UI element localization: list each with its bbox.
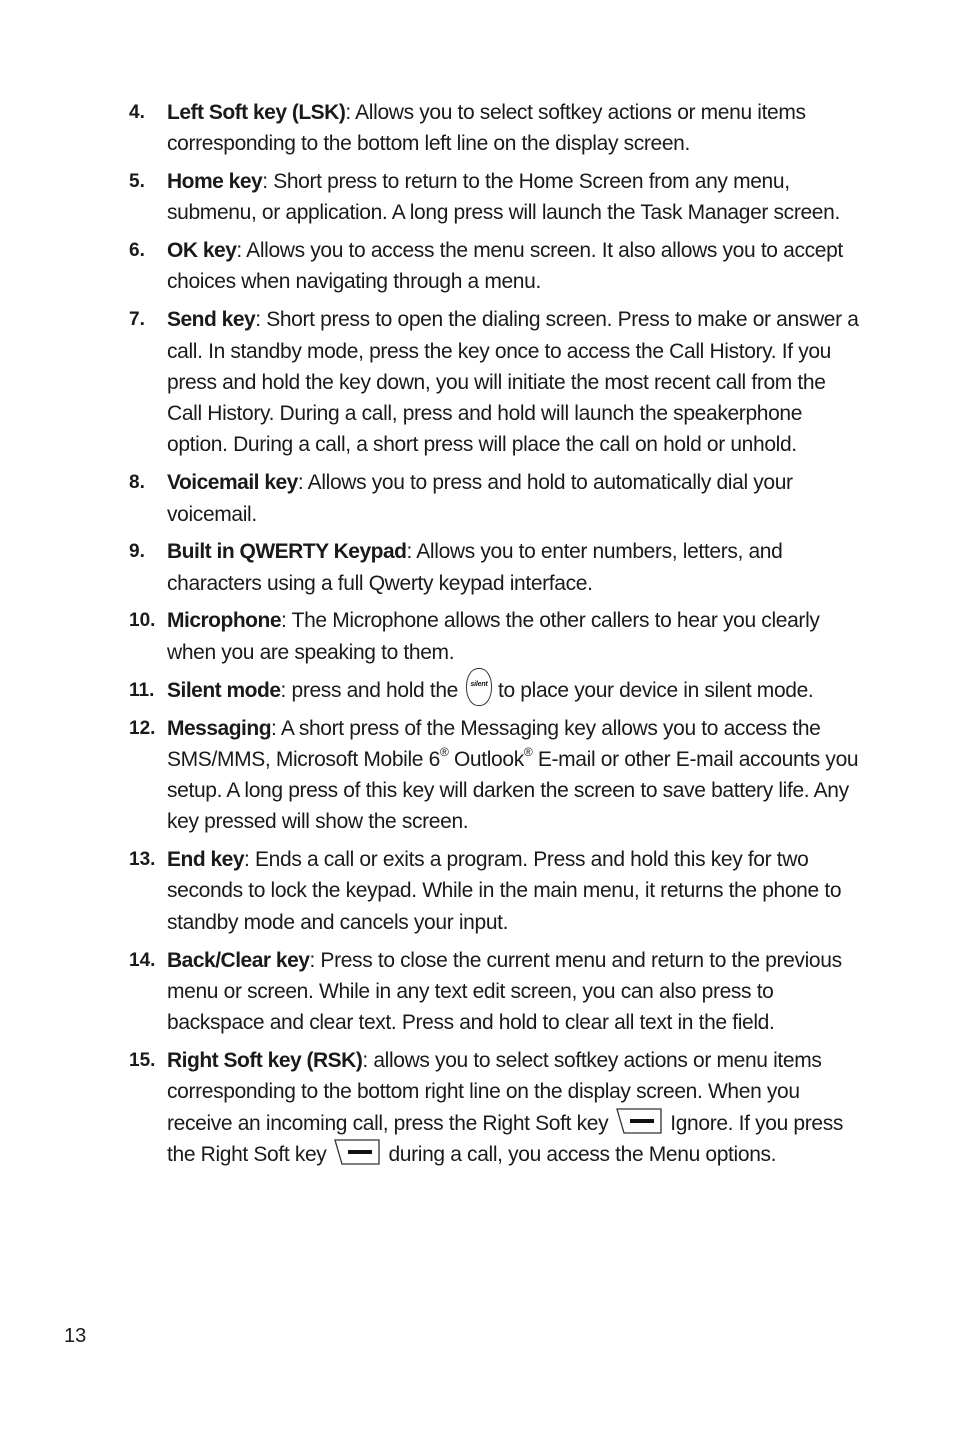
item-text: : Ends a call or exits a program. Press and hold this key for two seconds to lock the keypad. While in the main menu, it returns the phone to standby mode and cancels your input. bbox=[167, 848, 842, 934]
item-number: 9. bbox=[129, 541, 145, 563]
item-text: : Press to close the current menu and return to the previous menu or screen. While in any text edit screen, you can also press to backspace and clear text. Press and hold to clear all text in the field. bbox=[167, 948, 842, 1035]
item-text: : A short press of the Messaging key allows you to access the SMS/MMS, Microsoft Mobile 6 bbox=[167, 716, 821, 771]
list-item bbox=[129, 605, 859, 668]
item-text: : Allows you to select softkey actions or menu items corresponding to the bottom left line on the display screen. bbox=[167, 101, 806, 156]
item-body bbox=[167, 304, 859, 460]
item-number: 15. bbox=[129, 1049, 156, 1071]
list-item bbox=[129, 713, 859, 838]
list-item bbox=[129, 844, 859, 938]
item-text: during a call, you access the Menu options. bbox=[388, 1142, 777, 1166]
list-item bbox=[129, 1045, 859, 1170]
item-number: 13. bbox=[129, 849, 156, 871]
list-item bbox=[129, 97, 859, 160]
item-number: 14. bbox=[129, 949, 156, 971]
list-item bbox=[129, 467, 859, 530]
item-term: Back/Clear key bbox=[167, 948, 310, 972]
item-body bbox=[167, 713, 859, 838]
item-term: Voicemail key bbox=[167, 471, 298, 495]
right-soft-key-icon bbox=[616, 1108, 662, 1134]
item-number: 4. bbox=[129, 102, 145, 123]
item-number: 5. bbox=[129, 171, 145, 193]
item-body bbox=[167, 166, 859, 229]
item-text: : Allows you to press and hold to automatically dial your voicemail. bbox=[167, 471, 793, 526]
list-item bbox=[129, 304, 859, 460]
item-term: End key bbox=[167, 848, 245, 872]
item-term: Messaging bbox=[167, 716, 272, 740]
item-text: E-mail or other E-mail accounts you setup. A long press of this key will darken the screen to save battery life. Any key pressed will show the screen. bbox=[167, 747, 859, 834]
item-term: Left Soft key (LSK) bbox=[167, 101, 346, 124]
item-body bbox=[167, 97, 859, 160]
item-text: to place your device in silent mode. bbox=[498, 678, 814, 702]
item-term: Microphone bbox=[167, 609, 281, 633]
list-item bbox=[129, 945, 859, 1039]
list-item bbox=[129, 536, 859, 599]
key-descriptions-list bbox=[129, 97, 859, 1177]
list-item bbox=[129, 235, 859, 298]
item-term: Home key bbox=[167, 170, 263, 194]
item-number: 6. bbox=[129, 240, 145, 262]
item-number: 10. bbox=[129, 610, 156, 632]
item-body bbox=[167, 605, 859, 668]
item-text: Ignore. If you press the Right Soft key bbox=[167, 1111, 843, 1166]
item-body bbox=[167, 235, 859, 298]
item-body bbox=[167, 675, 859, 706]
item-number: 11. bbox=[129, 679, 155, 701]
item-term: Silent mode bbox=[167, 678, 281, 702]
item-body bbox=[167, 945, 859, 1039]
item-term: OK key bbox=[167, 239, 237, 263]
list-item bbox=[129, 675, 859, 706]
item-term: Built in QWERTY Keypad bbox=[167, 540, 407, 564]
item-text: Outlook bbox=[448, 747, 524, 771]
item-body bbox=[167, 467, 859, 530]
item-text: : allows you to select softkey actions or menu items corresponding to the bottom right line on the display screen. When you receive an incoming call, press the Right Soft key bbox=[167, 1048, 822, 1135]
item-text: : press and hold the bbox=[280, 678, 458, 702]
silent-key-icon bbox=[466, 668, 492, 706]
registered-mark: ® bbox=[523, 744, 533, 759]
item-text: : Short press to return to the Home Screen from any menu, submenu, or application. A long press will launch the Task Manager screen. bbox=[167, 170, 840, 225]
item-number: 7. bbox=[129, 309, 145, 331]
registered-mark: ® bbox=[439, 744, 449, 759]
item-text: : Allows you to enter numbers, letters, and characters using a full Qwerty keypad interface. bbox=[167, 540, 783, 595]
item-number: 8. bbox=[129, 472, 145, 494]
item-term: Right Soft key (RSK) bbox=[167, 1048, 363, 1072]
item-text: : Allows you to access the menu screen. It also allows you to accept choices when navigating through a menu. bbox=[167, 239, 843, 294]
item-text: : The Microphone allows the other callers to hear you clearly when you are speaking to them. bbox=[167, 609, 820, 664]
item-body bbox=[167, 844, 859, 938]
right-soft-key-icon bbox=[334, 1139, 380, 1165]
list-item bbox=[129, 166, 859, 229]
silent-key-label: silent bbox=[470, 681, 488, 688]
item-body bbox=[167, 536, 859, 599]
item-body bbox=[167, 1045, 859, 1170]
item-text: : Short press to open the dialing screen. Press to make or answer a call. In standby mode, press the key once to access the Call History. If you press and hold the key down, you will initiate the most recent call from the Call History. During a call, press and hold will launch the speakerphone option. During a call, a short press will place the call on hold or unhold. bbox=[167, 308, 859, 457]
item-term: Send key bbox=[167, 308, 256, 332]
item-number: 12. bbox=[129, 717, 156, 739]
page-number: 13 bbox=[64, 1325, 87, 1347]
